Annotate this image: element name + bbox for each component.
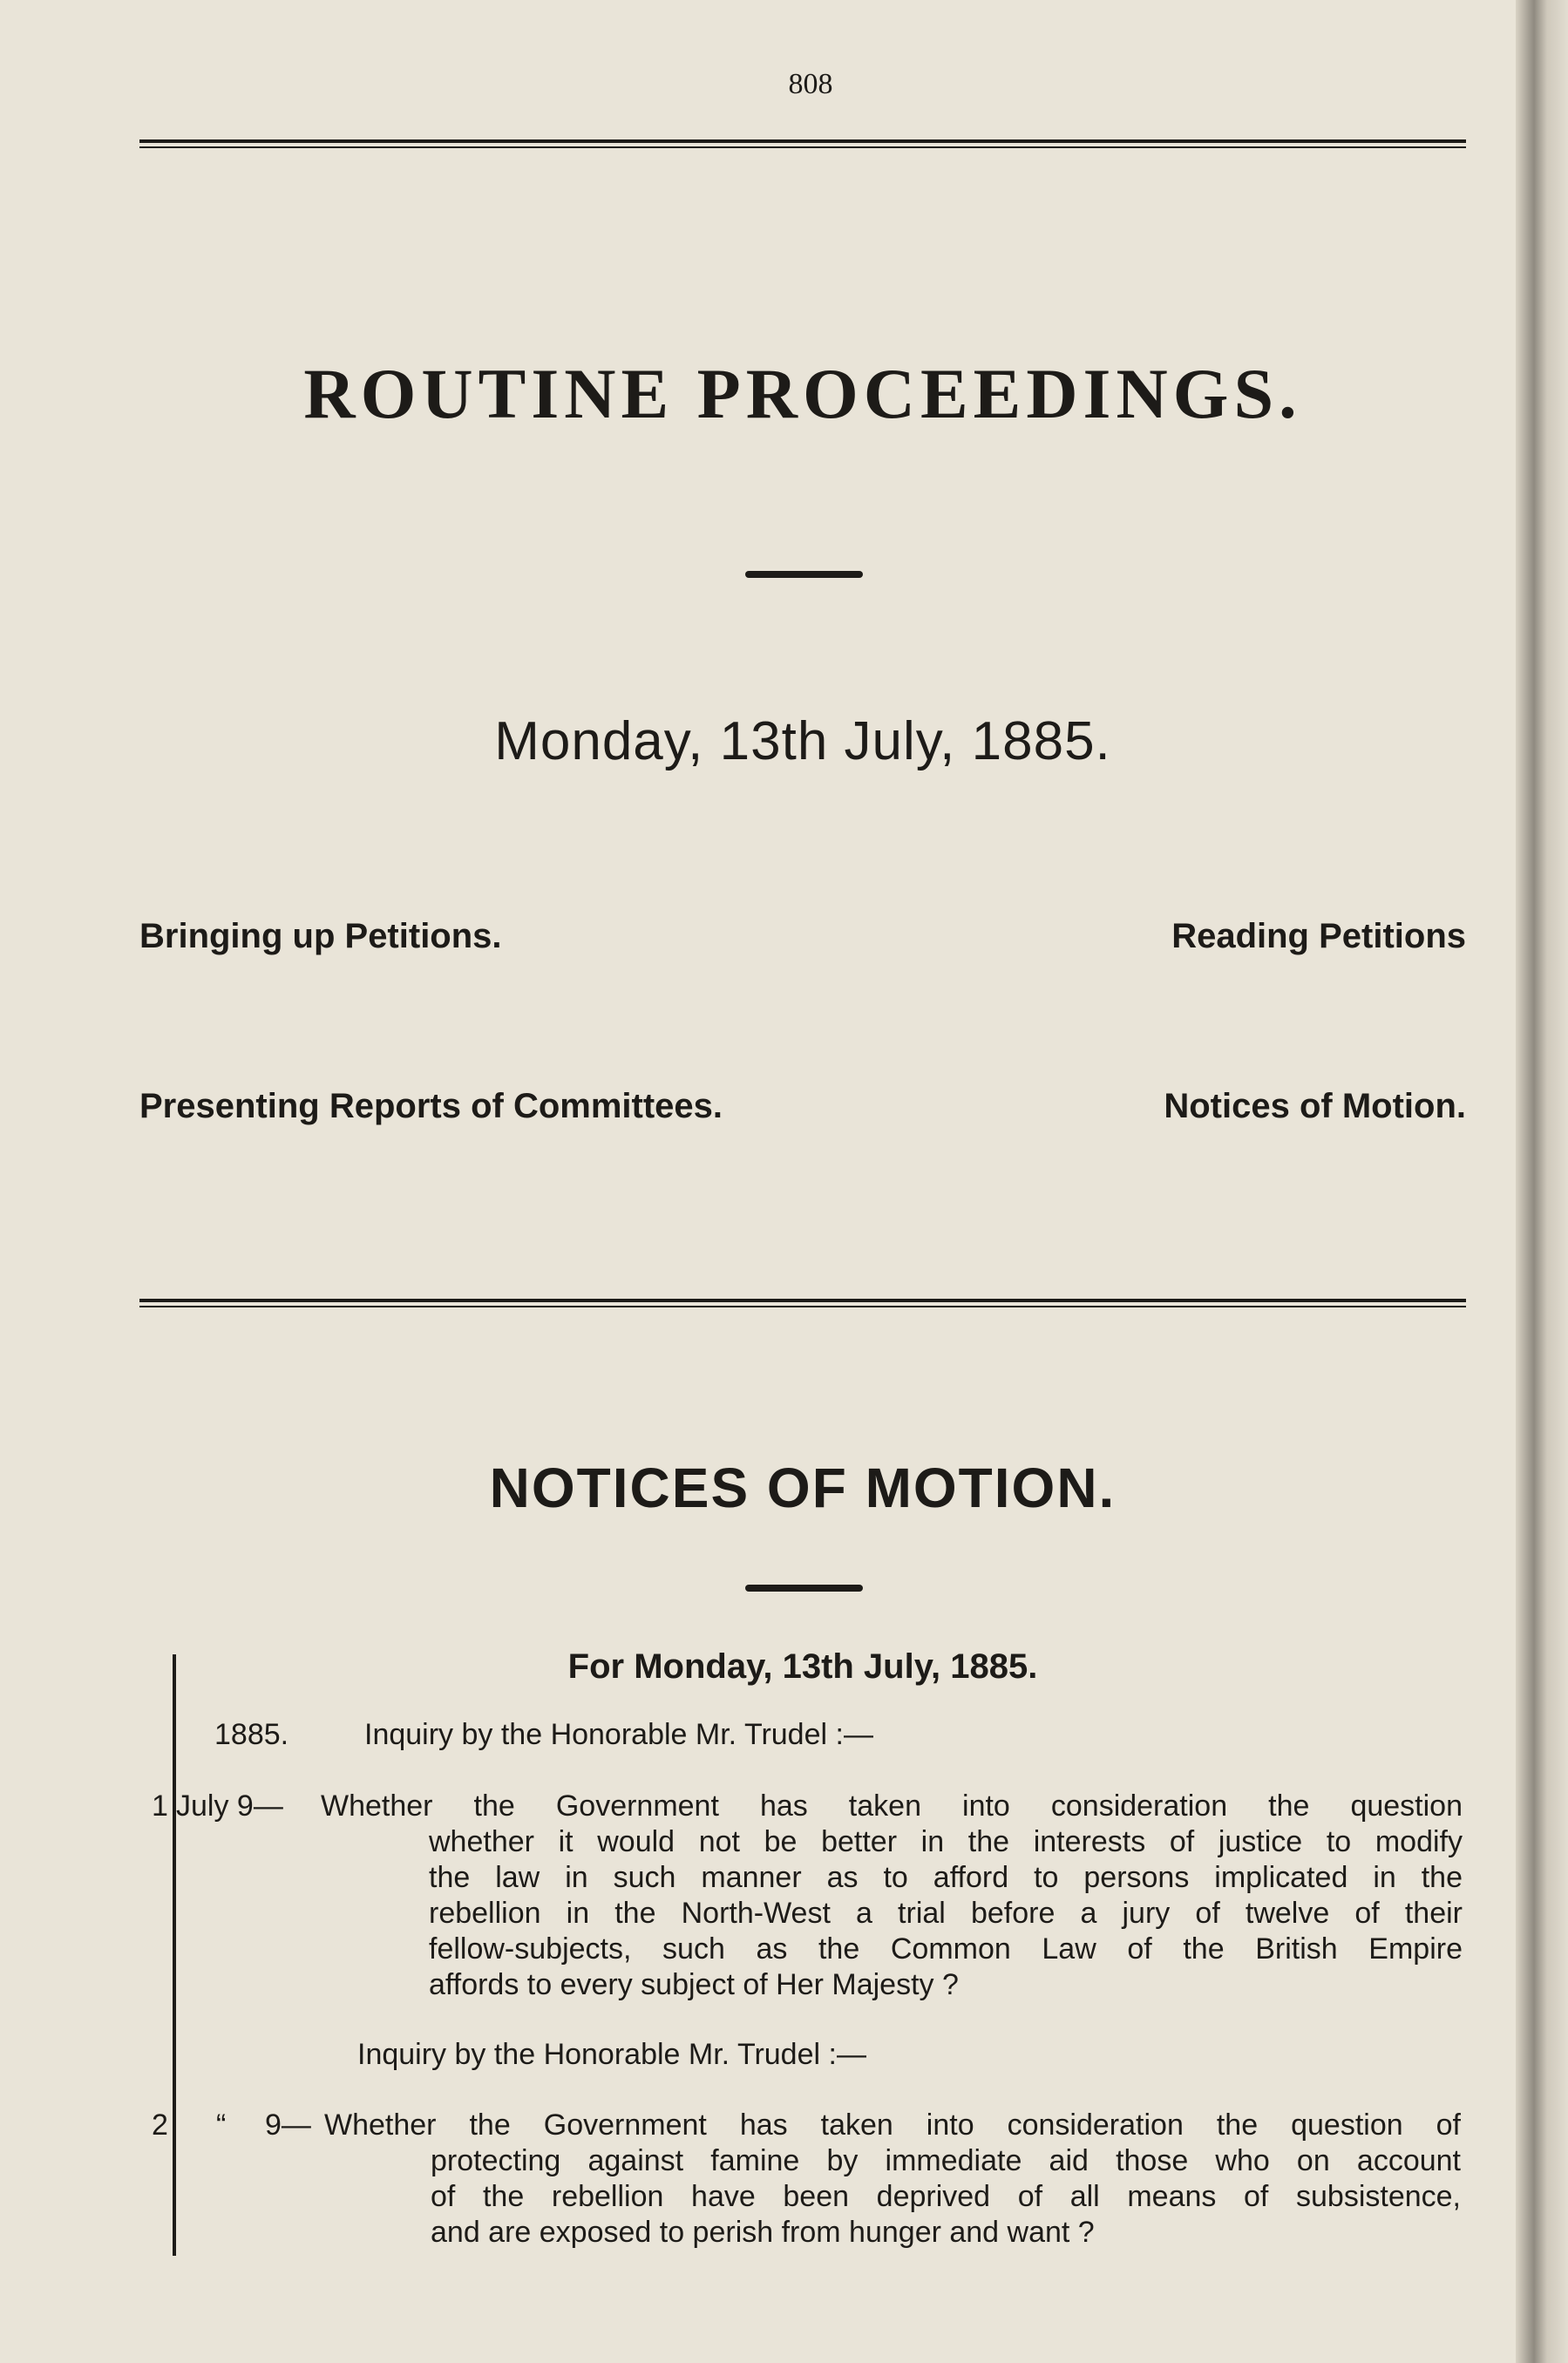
entry-number-2: 2 (152, 2108, 168, 2142)
page-number: 808 (788, 68, 833, 100)
notices-of-motion-item: Notices of Motion. (1164, 1087, 1466, 1125)
inquiry-heading-2: Inquiry by the Honorable Mr. Trudel :— (357, 2038, 866, 2071)
entry-2-line-4: and are exposed to perish from hunger and want ? (431, 2216, 1095, 2249)
proceedings-row-1 (139, 917, 1466, 956)
entry-date-1: July 9— (176, 1789, 283, 1823)
notices-underline-rule (745, 1585, 863, 1592)
year-label: 1885. (214, 1718, 289, 1751)
proceedings-row-2 (139, 1087, 1466, 1126)
inquiry-heading-1: Inquiry by the Honorable Mr. Trudel :— (364, 1718, 873, 1751)
entry-1-line-5: fellow-subjects, such as the Common Law of the British Empire (429, 1932, 1463, 1966)
entry-1-line-2: whether it would not be better in the interests of justice to modify (429, 1825, 1463, 1858)
entry-2-line-2: protecting against famine by immediate aid those who on account (431, 2144, 1461, 2177)
entry-2-line-1: Whether the Government has taken into consideration the question of (324, 2108, 1461, 2142)
title-underline-rule (745, 571, 863, 578)
margin-vertical-rule (173, 1654, 176, 2256)
entry-1-line-4: rebellion in the North-West a trial before a jury of twelve of their (429, 1897, 1463, 1930)
session-date: Monday, 13th July, 1885. (494, 711, 1111, 771)
for-date-heading: For Monday, 13th July, 1885. (567, 1647, 1038, 1686)
page-edge (1516, 0, 1568, 2363)
entry-1-line-1: Whether the Government has taken into consideration the question (321, 1789, 1463, 1823)
entry-1-line-6: affords to every subject of Her Majesty ? (429, 1968, 959, 2001)
bringing-up-petitions: Bringing up Petitions. (139, 917, 502, 955)
ditto-mark: “ (216, 2108, 227, 2142)
entry-2-line-3: of the rebellion have been deprived of all means of subsistence, (431, 2180, 1461, 2213)
routine-proceedings-title: ROUTINE PROCEEDINGS. (303, 354, 1302, 433)
reading-petitions: Reading Petitions (1171, 917, 1466, 955)
presenting-reports: Presenting Reports of Committees. (139, 1087, 723, 1125)
top-double-rule (139, 139, 1466, 150)
entry-number-1: 1 (152, 1789, 168, 1823)
notices-of-motion-title: NOTICES OF MOTION. (489, 1457, 1117, 1519)
entry-date-2: 9— (265, 2108, 311, 2142)
middle-double-rule (139, 1299, 1466, 1309)
entry-1-line-3: the law in such manner as to afford to persons implicated in the (429, 1861, 1463, 1894)
